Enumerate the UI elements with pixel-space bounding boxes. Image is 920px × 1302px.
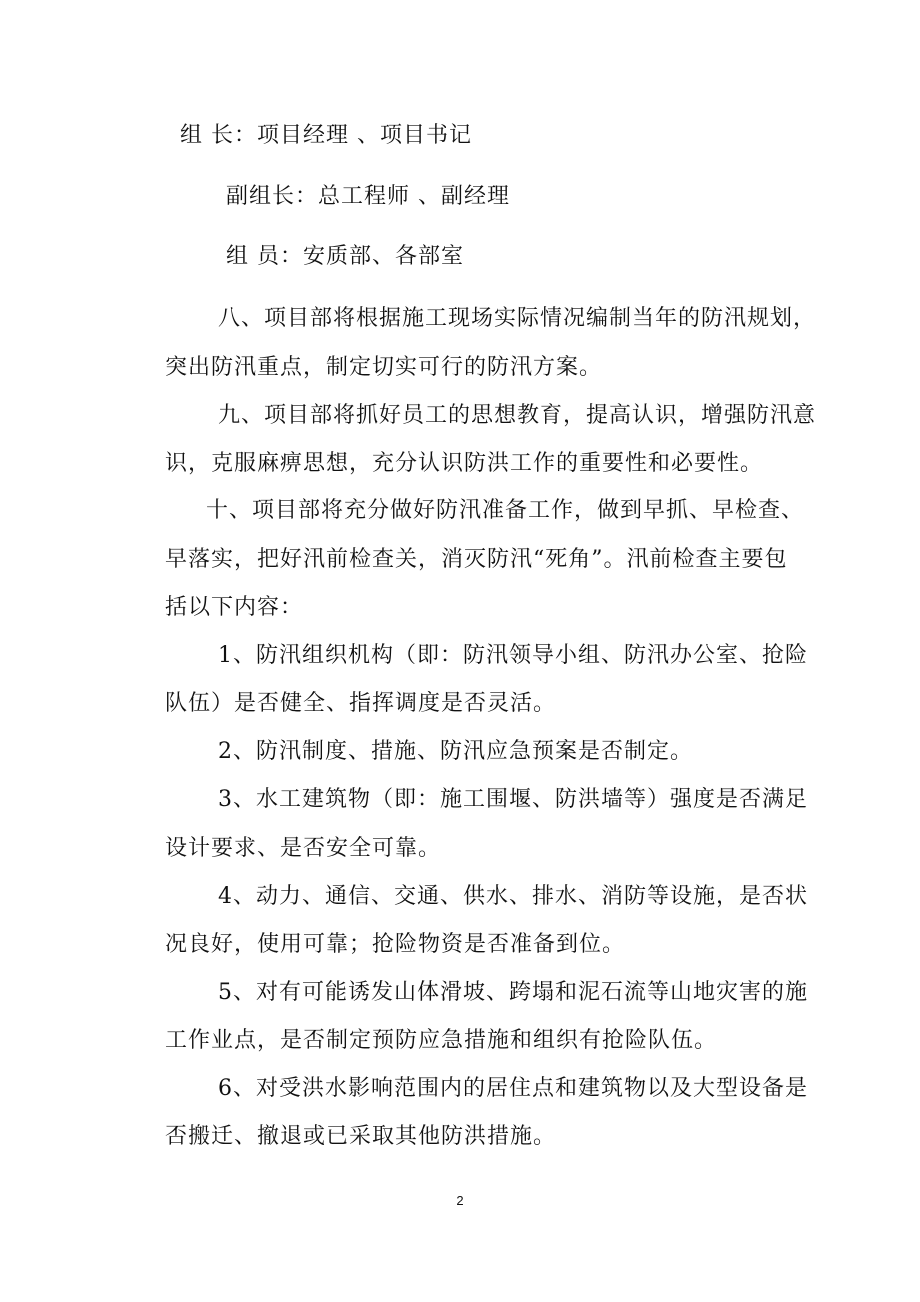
item-5-line-1: 5、对有可能诱发山体滑坡、跨塌和泥石流等山地灾害的施 [218, 980, 808, 1005]
paragraph-10-line-3: 括以下内容： [165, 595, 304, 620]
leader-line: 组 长：项目经理 、项目书记 [180, 123, 472, 148]
item-2-line: 2、防汛制度、措施、防汛应急预案是否制定。 [218, 739, 693, 764]
paragraph-9-line-2: 识，克服麻痹思想，充分认识防洪工作的重要性和必要性。 [165, 451, 764, 476]
members-line: 组 员：安质部、各部室 [226, 244, 464, 269]
paragraph-10-line-1: 十、项目部将充分做好防汛准备工作，做到早抓、早检查、 [206, 498, 805, 523]
item-5-line-2: 工作业点，是否制定预防应急措施和组织有抢险队伍。 [165, 1028, 718, 1053]
item-1-line-2: 队伍）是否健全、指挥调度是否灵活。 [165, 691, 557, 716]
item-3-line-1: 3、水工建筑物（即：施工围堰、防洪墙等）强度是否满足 [218, 787, 808, 812]
paragraph-8-line-1: 八、项目部将根据施工现场实际情况编制当年的防汛规划， [218, 306, 817, 331]
item-4-line-2: 况良好，使用可靠；抢险物资是否准备到位。 [165, 932, 626, 957]
page-number: 2 [456, 1193, 464, 1208]
deputy-leader-line: 副组长：总工程师 、副经理 [226, 184, 510, 209]
item-6-line-1: 6、对受洪水影响范围内的居住点和建筑物以及大型设备是 [218, 1076, 808, 1101]
item-3-line-2: 设计要求、是否安全可靠。 [165, 836, 442, 861]
paragraph-8-line-2: 突出防汛重点，制定切实可行的防汛方案。 [165, 355, 603, 380]
item-6-line-2: 否搬迁、撤退或已采取其他防洪措施。 [165, 1124, 557, 1149]
paragraph-9-line-1: 九、项目部将抓好员工的思想教育，提高认识，增强防汛意 [218, 403, 817, 428]
item-4-line-1: 4、动力、通信、交通、供水、排水、消防等设施，是否状 [218, 884, 808, 909]
paragraph-10-line-2: 早落实，把好汛前检查关，消灭防汛“死角”。汛前检查主要包 [165, 547, 788, 572]
item-1-line-1: 1、防汛组织机构（即：防汛领导小组、防汛办公室、抢险 [218, 643, 808, 668]
